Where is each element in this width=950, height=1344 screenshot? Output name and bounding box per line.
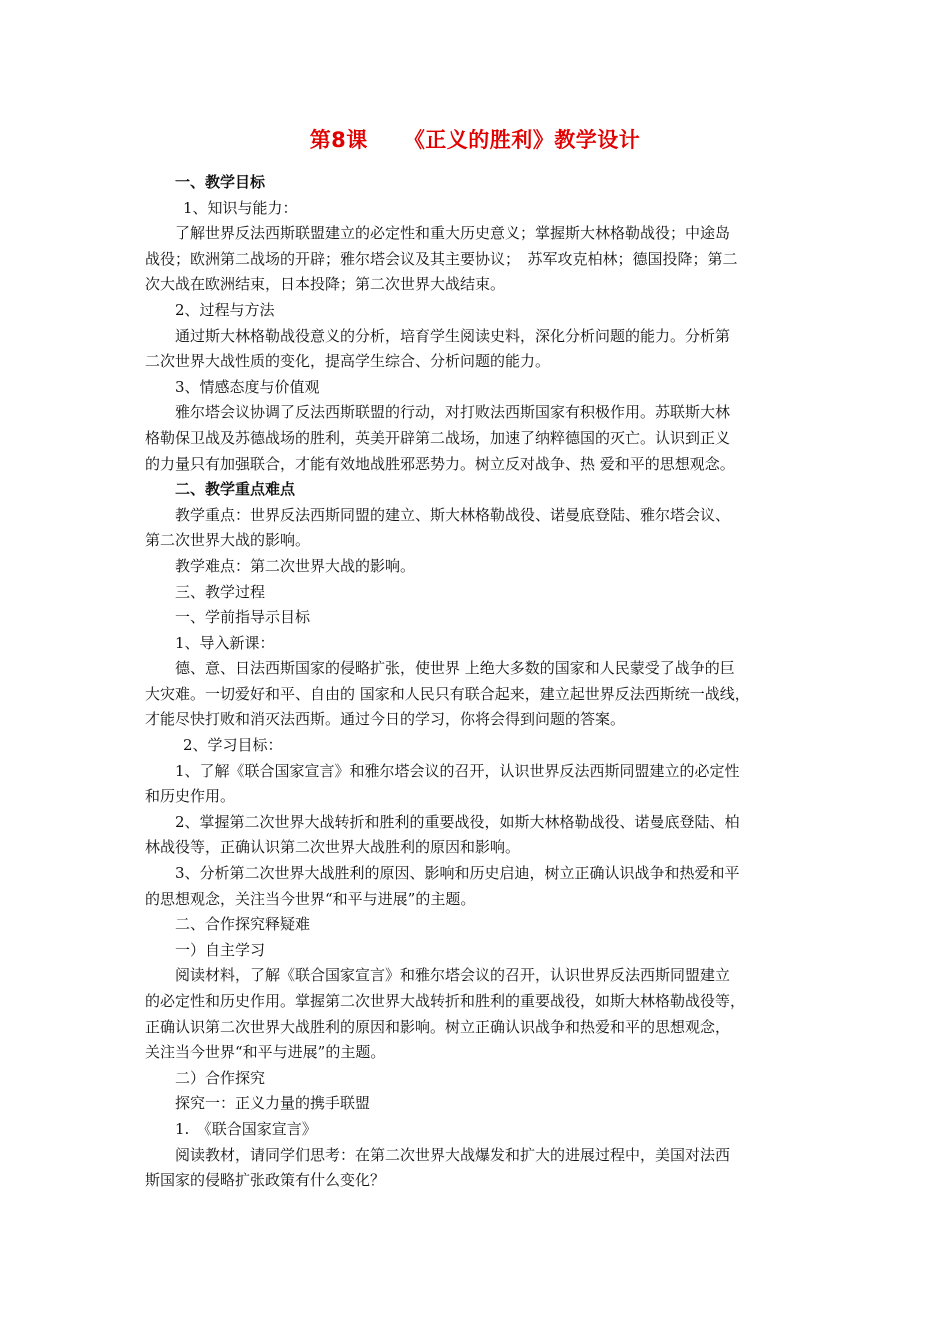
text-line: 阅读材料，了解《联合国家宣言》和雅尔塔会议的召开，认识世界反法西斯同盟建立	[175, 966, 731, 985]
text-line: 二、教学重点难点	[175, 480, 296, 499]
text-line: 关注当今世界“和平与进展”的主题。	[145, 1043, 386, 1062]
text-line: 阅读教材，请同学们思考：在第二次世界大战爆发和扩大的进展过程中，美国对法西	[175, 1145, 731, 1164]
text-line: 教学重点：世界反法西斯同盟的建立、斯大林格勒战役、诺曼底登陆、雅尔塔会议、	[175, 505, 731, 524]
text-line: 第二次世界大战的影响。	[145, 531, 311, 550]
text-line: 一、教学目标	[175, 173, 266, 191]
text-line: 的必定性和历史作用。掌握第二次世界大战转折和胜利的重要战役，如斯大林格勒战役等，	[145, 992, 746, 1010]
text-line: 雅尔塔会议协调了反法西斯联盟的行动，对打败法西斯国家有积极作用。苏联斯大林	[175, 403, 731, 422]
text-line: 大灾难。一切爱好和平、自由的 国家和人民只有联合起来，建立起世界反法西斯统一战线，	[145, 684, 750, 703]
text-line: 2、掌握第二次世界大战转折和胜利的重要战役，如斯大林格勒战役、诺曼底登陆、柏	[175, 812, 740, 831]
text-line: 的力量只有加强联合，才能有效地战胜邪恶势力。树立反对战争、热 爱和平的思想观念。	[145, 454, 735, 473]
text-line: 了解世界反法西斯联盟建立的必定性和重大历史意义；掌握斯大林格勒战役；中途岛	[175, 224, 731, 243]
text-line: 的思想观念，关注当今世界“和平与进展”的主题。	[145, 889, 476, 908]
text-line: 德、意、日法西斯国家的侵略扩张，使世界 上绝大多数的国家和人民蒙受了战争的巨	[175, 659, 735, 678]
text-line: 通过斯大林格勒战役意义的分析，培育学生阅读史料，深化分析问题的能力。分析第	[175, 326, 731, 345]
text-line: 3、情感态度与价值观	[175, 377, 320, 396]
page-title	[0, 124, 950, 154]
text-line: 3、分析第二次世界大战胜利的原因、影响和历史启迪，树立正确认识战争和热爱和平	[175, 864, 740, 883]
text-line: 和历史作用。	[145, 787, 236, 806]
text-line: 斯国家的侵略扩张政策有什么变化？	[145, 1171, 386, 1190]
text-line: 格勒保卫战及苏德战场的胜利，英美开辟第二战场，加速了纳粹德国的灭亡。认识到正义	[145, 428, 731, 447]
text-line: 二次世界大战性质的变化，提高学生综合、分析问题的能力。	[145, 352, 551, 371]
lesson-number: 第8课	[309, 128, 368, 152]
text-line: 三、教学过程	[175, 582, 266, 601]
text-line: 1、了解《联合国家宣言》和雅尔塔会议的召开，认识世界反法西斯同盟建立的必定性	[175, 761, 740, 780]
lesson-name: 《正义的胜利》教学设计	[403, 128, 641, 152]
text-line: 探究一：正义力量的携手联盟	[175, 1094, 371, 1113]
text-line: 正确认识第二次世界大战胜利的原因和影响。树立正确认识战争和热爱和平的思想观念，	[145, 1017, 731, 1036]
text-line: 教学难点：第二次世界大战的影响。	[175, 556, 416, 575]
text-line: 次大战在欧洲结束，日本投降；第二次世界大战结束。	[145, 275, 506, 294]
text-line: 2、学习目标：	[183, 736, 283, 755]
text-line: 二）合作探究	[175, 1068, 266, 1087]
text-line: 一）自主学习	[175, 940, 266, 959]
text-line: 1. 《联合国家宣言》	[175, 1119, 317, 1138]
text-line: 战役；欧洲第二战场的开辟；雅尔塔会议及其主要协议； 苏军攻克柏林；德国投降；第二	[145, 249, 738, 268]
text-line: 1、知识与能力：	[183, 198, 298, 217]
document-body	[145, 170, 810, 1194]
text-line: 林战役等，正确认识第二次世界大战胜利的原因和影响。	[145, 838, 521, 857]
text-line: 才能尽快打败和消灭法西斯。通过今日的学习，你将会得到问题的答案。	[145, 710, 626, 729]
text-line: 一、学前指导示目标	[175, 608, 311, 627]
text-line: 1、导入新课：	[175, 633, 275, 652]
text-line: 2、过程与方法	[175, 300, 275, 319]
text-line: 二、合作探究释疑难	[175, 915, 311, 934]
